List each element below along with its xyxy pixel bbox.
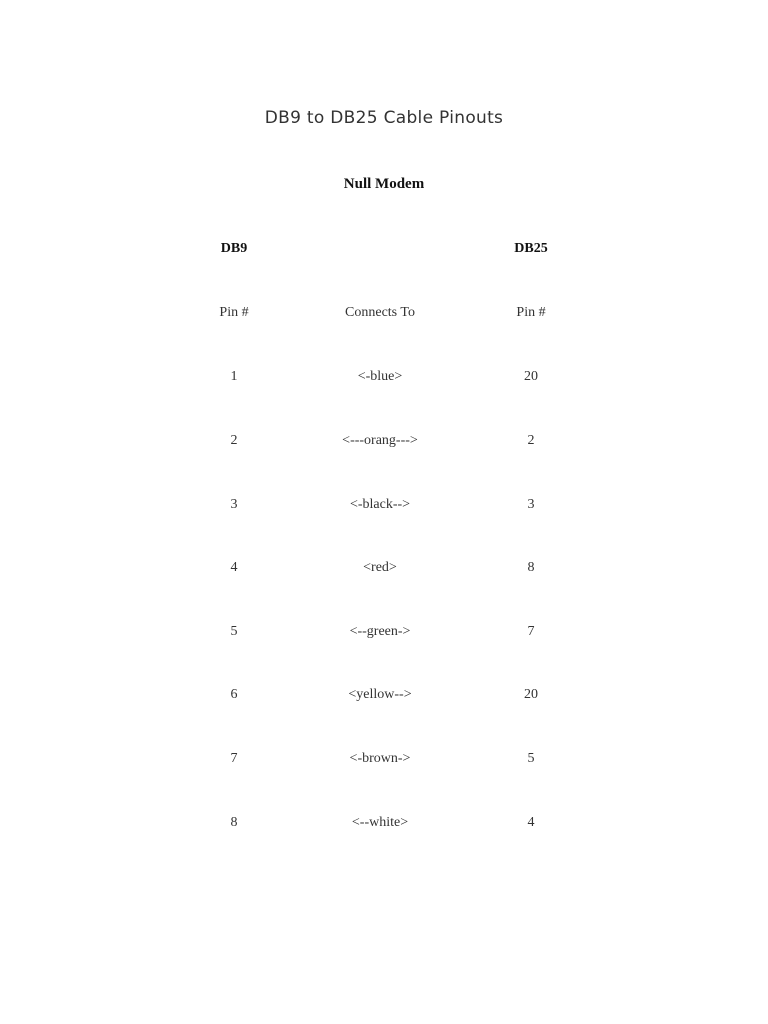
db25-pin-cell: 5 (527, 751, 535, 766)
db9-pin-cell: 7 (230, 751, 238, 766)
db25-pin-cell: 7 (527, 624, 535, 639)
group-header-db9: DB9 (220, 241, 248, 256)
page-title: DB9 to DB25 Cable Pinouts (264, 108, 504, 128)
wire-color-cell: <yellow--> (348, 687, 412, 702)
wire-color-cell: <---orang---> (342, 433, 418, 448)
db25-pin-cell: 20 (524, 687, 538, 702)
wire-color-cell: <-black--> (349, 497, 411, 512)
wire-color-cell: <-blue> (357, 369, 403, 384)
group-header-db25: DB25 (514, 241, 548, 256)
wire-color-cell: <--white> (351, 815, 409, 830)
section-subtitle: Null Modem (343, 176, 425, 192)
db25-pin-cell: 4 (527, 815, 535, 830)
db25-pin-cell: 3 (527, 497, 535, 512)
db9-pin-cell: 2 (230, 433, 238, 448)
db9-pin-cell: 4 (230, 560, 238, 575)
db9-pin-cell: 1 (230, 369, 238, 384)
wire-color-cell: <--green-> (349, 624, 411, 639)
db25-pin-cell: 8 (527, 560, 535, 575)
db9-pin-cell: 8 (230, 815, 238, 830)
column-header-connects-to: Connects To (345, 305, 415, 320)
db9-pin-cell: 5 (230, 624, 238, 639)
wire-color-cell: <-brown-> (349, 751, 411, 766)
db25-pin-cell: 2 (527, 433, 535, 448)
db25-pin-cell: 20 (524, 369, 538, 384)
db9-pin-cell: 6 (230, 687, 238, 702)
db9-pin-cell: 3 (230, 497, 238, 512)
column-header-db9-pin: Pin # (219, 305, 249, 320)
column-header-db25-pin: Pin # (516, 305, 546, 320)
wire-color-cell: <red> (363, 560, 397, 575)
